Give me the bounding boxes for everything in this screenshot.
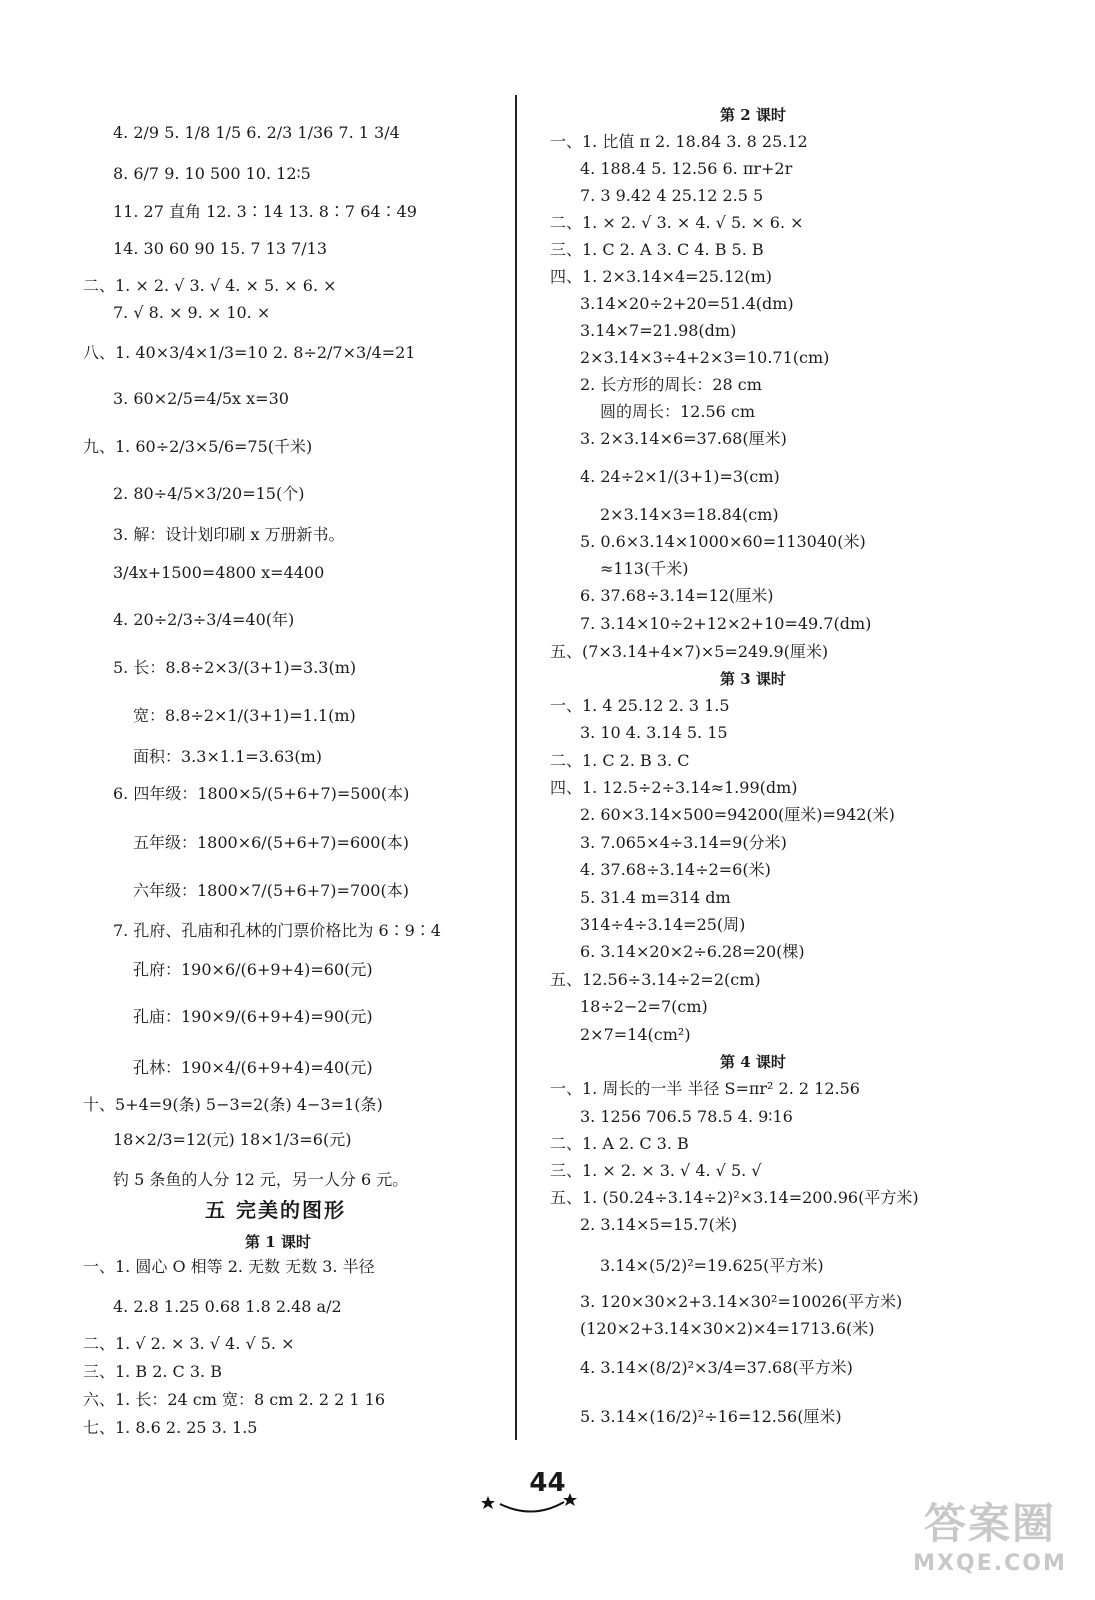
answer-line: 6. 四年级：1800×5/(5+6+7)=500(本) — [113, 784, 410, 803]
answer-line: 五、12.56÷3.14÷2=2(cm) — [550, 970, 761, 989]
answer-line: 孔府：190×6/(6+9+4)=60(元) — [133, 960, 373, 979]
answer-line: 2. 长方形的周长：28 cm — [580, 375, 762, 394]
answer-line: 3. 10 4. 3.14 5. 15 — [580, 723, 728, 742]
watermark-text: 答案圈 — [923, 1499, 1056, 1548]
answer-line: 四、1. 2×3.14×4=25.12(m) — [550, 267, 773, 286]
answer-line: 一、1. 比值 π 2. 18.84 3. 8 25.12 — [550, 132, 808, 151]
answer-line: 7. 3.14×10÷2+12×2+10=49.7(dm) — [580, 614, 872, 633]
watermark-logo — [905, 1498, 1075, 1590]
answer-line: 2. 60×3.14×500=94200(厘米)=942(米) — [580, 805, 895, 824]
answer-line: 6. 37.68÷3.14=12(厘米) — [580, 586, 774, 605]
answer-line: 5. 0.6×3.14×1000×60=113040(米) — [580, 532, 866, 551]
answer-line: 二、1. C 2. B 3. C — [550, 751, 690, 770]
lesson-title: 第 2 课时 — [720, 106, 786, 124]
answer-line: 4. 37.68÷3.14÷2=6(米) — [580, 860, 771, 879]
answer-line: 3. 1256 706.5 78.5 4. 9∶16 — [580, 1107, 793, 1126]
answer-line: 三、1. C 2. A 3. C 4. B 5. B — [550, 240, 764, 259]
answer-line: 4. 2/9 5. 1/8 1/5 6. 2/3 1/36 7. 1 3/4 — [113, 123, 400, 142]
answer-line: 六、1. 长：24 cm 宽：8 cm 2. 2 2 1 16 — [83, 1390, 386, 1409]
answer-line: 14. 30 60 90 15. 7 13 7/13 — [113, 239, 328, 258]
answer-line: 三、1. × 2. × 3. √ 4. √ 5. √ — [550, 1161, 762, 1180]
answer-line: 7. 孔府、孔庙和孔林的门票价格比为 6∶9∶4 — [113, 921, 441, 940]
answer-line: 6. 3.14×20×2÷6.28=20(棵) — [580, 942, 805, 961]
answer-line: 4. 24÷2×1/(3+1)=3(cm) — [580, 467, 780, 486]
answer-line: 7. √ 8. × 9. × 10. × — [113, 303, 271, 322]
lesson-title: 第 3 课时 — [720, 670, 786, 688]
answer-line: 六年级：1800×7/(5+6+7)=700(本) — [133, 881, 409, 900]
answer-line: 一、1. 周长的一半 半径 S=πr² 2. 2 12.56 — [550, 1079, 860, 1098]
answer-line: 四、1. 12.5÷2÷3.14≈1.99(dm) — [550, 778, 798, 797]
answer-line: 3.14×(5/2)²=19.625(平方米) — [600, 1256, 824, 1275]
answer-line: 2. 3.14×5=15.7(米) — [580, 1215, 738, 1234]
left-star-icon — [481, 1496, 495, 1509]
answer-line: 三、1. B 2. C 3. B — [83, 1362, 222, 1381]
answer-line: ≈113(千米) — [600, 559, 689, 578]
answer-line: 4. 2.8 1.25 0.68 1.8 2.48 a/2 — [113, 1297, 342, 1316]
answer-line: 11. 27 直角 12. 3∶14 13. 8∶7 64∶49 — [113, 202, 417, 221]
answer-line: 4. 20÷2/3÷3/4=40(年) — [113, 610, 295, 629]
swoosh-icon — [500, 1502, 564, 1512]
answer-line: 3.14×7=21.98(dm) — [580, 321, 737, 340]
answer-line: 孔林：190×4/(6+9+4)=40(元) — [133, 1058, 373, 1077]
answer-line: 钓 5 条鱼的人分 12 元，另一人分 6 元。 — [113, 1170, 409, 1189]
answer-line: 2×7=14(cm²) — [580, 1025, 691, 1044]
answer-line: 5. 长：8.8÷2×3/(3+1)=3.3(m) — [113, 658, 357, 677]
answer-line: 5. 31.4 m=314 dm — [580, 888, 731, 907]
answer-line: 一、1. 4 25.12 2. 3 1.5 — [550, 696, 730, 715]
answer-line: 2. 80÷4/5×3/20=15(个) — [113, 484, 305, 503]
answer-line: 圆的周长：12.56 cm — [600, 402, 756, 421]
answer-line: 2×3.14×3÷4+2×3=10.71(cm) — [580, 348, 830, 367]
answer-line: 5. 3.14×(16/2)²÷16=12.56(厘米) — [580, 1407, 842, 1426]
answer-line: 8. 6/7 9. 10 500 10. 12∶5 — [113, 164, 311, 183]
answer-line: 2×3.14×3=18.84(cm) — [600, 505, 779, 524]
answer-line: 十、5+4=9(条) 5−3=2(条) 4−3=1(条) — [83, 1095, 383, 1114]
answer-line: 孔庙：190×9/(6+9+4)=90(元) — [133, 1007, 373, 1026]
lesson-title: 第 4 课时 — [720, 1053, 786, 1071]
answer-line: 3. 2×3.14×6=37.68(厘米) — [580, 429, 787, 448]
answer-line: 3. 60×2/5=4/5x x=30 — [113, 389, 289, 408]
right-star-icon — [563, 1493, 577, 1506]
answer-line: 一、1. 圆心 O 相等 2. 无数 无数 3. 半径 — [83, 1257, 375, 1276]
answer-line: 3. 解：设计划印刷 x 万册新书。 — [113, 525, 345, 544]
answer-line: 宽：8.8÷2×1/(3+1)=1.1(m) — [133, 706, 356, 725]
answer-line: 4. 188.4 5. 12.56 6. πr+2r — [580, 159, 793, 178]
answer-line: 4. 3.14×(8/2)²×3/4=37.68(平方米) — [580, 1358, 853, 1377]
answer-line: 3. 7.065×4÷3.14=9(分米) — [580, 833, 787, 852]
answer-line: 二、1. √ 2. × 3. √ 4. √ 5. × — [83, 1334, 295, 1353]
answer-line: 3. 120×30×2+3.14×30²=10026(平方米) — [580, 1292, 903, 1311]
answer-line: 3.14×20÷2+20=51.4(dm) — [580, 294, 794, 313]
answer-line: 八、1. 40×3/4×1/3=10 2. 8÷2/7×3/4=21 — [83, 343, 416, 362]
answer-line: 九、1. 60÷2/3×5/6=75(千米) — [83, 437, 313, 456]
watermark-url: MXQE.COM — [913, 1551, 1067, 1576]
answer-line: 7. 3 9.42 4 25.12 2.5 5 — [580, 186, 764, 205]
answer-line: 二、1. × 2. √ 3. × 4. √ 5. × 6. × — [550, 213, 804, 232]
answer-line: 二、1. A 2. C 3. B — [550, 1134, 689, 1153]
section-title: 五 完美的图形 — [205, 1198, 346, 1222]
answer-line: 七、1. 8.6 2. 25 3. 1.5 — [83, 1418, 258, 1437]
answer-line: 面积：3.3×1.1=3.63(m) — [133, 747, 322, 766]
answer-line: 18×2/3=12(元) 18×1/3=6(元) — [113, 1130, 352, 1149]
answer-line: 五、1. (50.24÷3.14÷2)²×3.14=200.96(平方米) — [550, 1188, 919, 1207]
page-number: 44 — [529, 1468, 566, 1498]
column-divider — [515, 95, 517, 1440]
answer-line: 二、1. × 2. √ 3. √ 4. × 5. × 6. × — [83, 276, 337, 295]
lesson-title: 第 1 课时 — [245, 1233, 311, 1251]
answer-line: (120×2+3.14×30×2)×4=1713.6(米) — [580, 1319, 875, 1338]
answer-line: 314÷4÷3.14=25(周) — [580, 915, 746, 934]
answer-line: 五、(7×3.14+4×7)×5=249.9(厘米) — [550, 642, 829, 661]
answer-line: 18÷2−2=7(cm) — [580, 997, 708, 1016]
answer-line: 五年级：1800×6/(5+6+7)=600(本) — [133, 833, 409, 852]
answer-line: 3/4x+1500=4800 x=4400 — [113, 563, 325, 582]
